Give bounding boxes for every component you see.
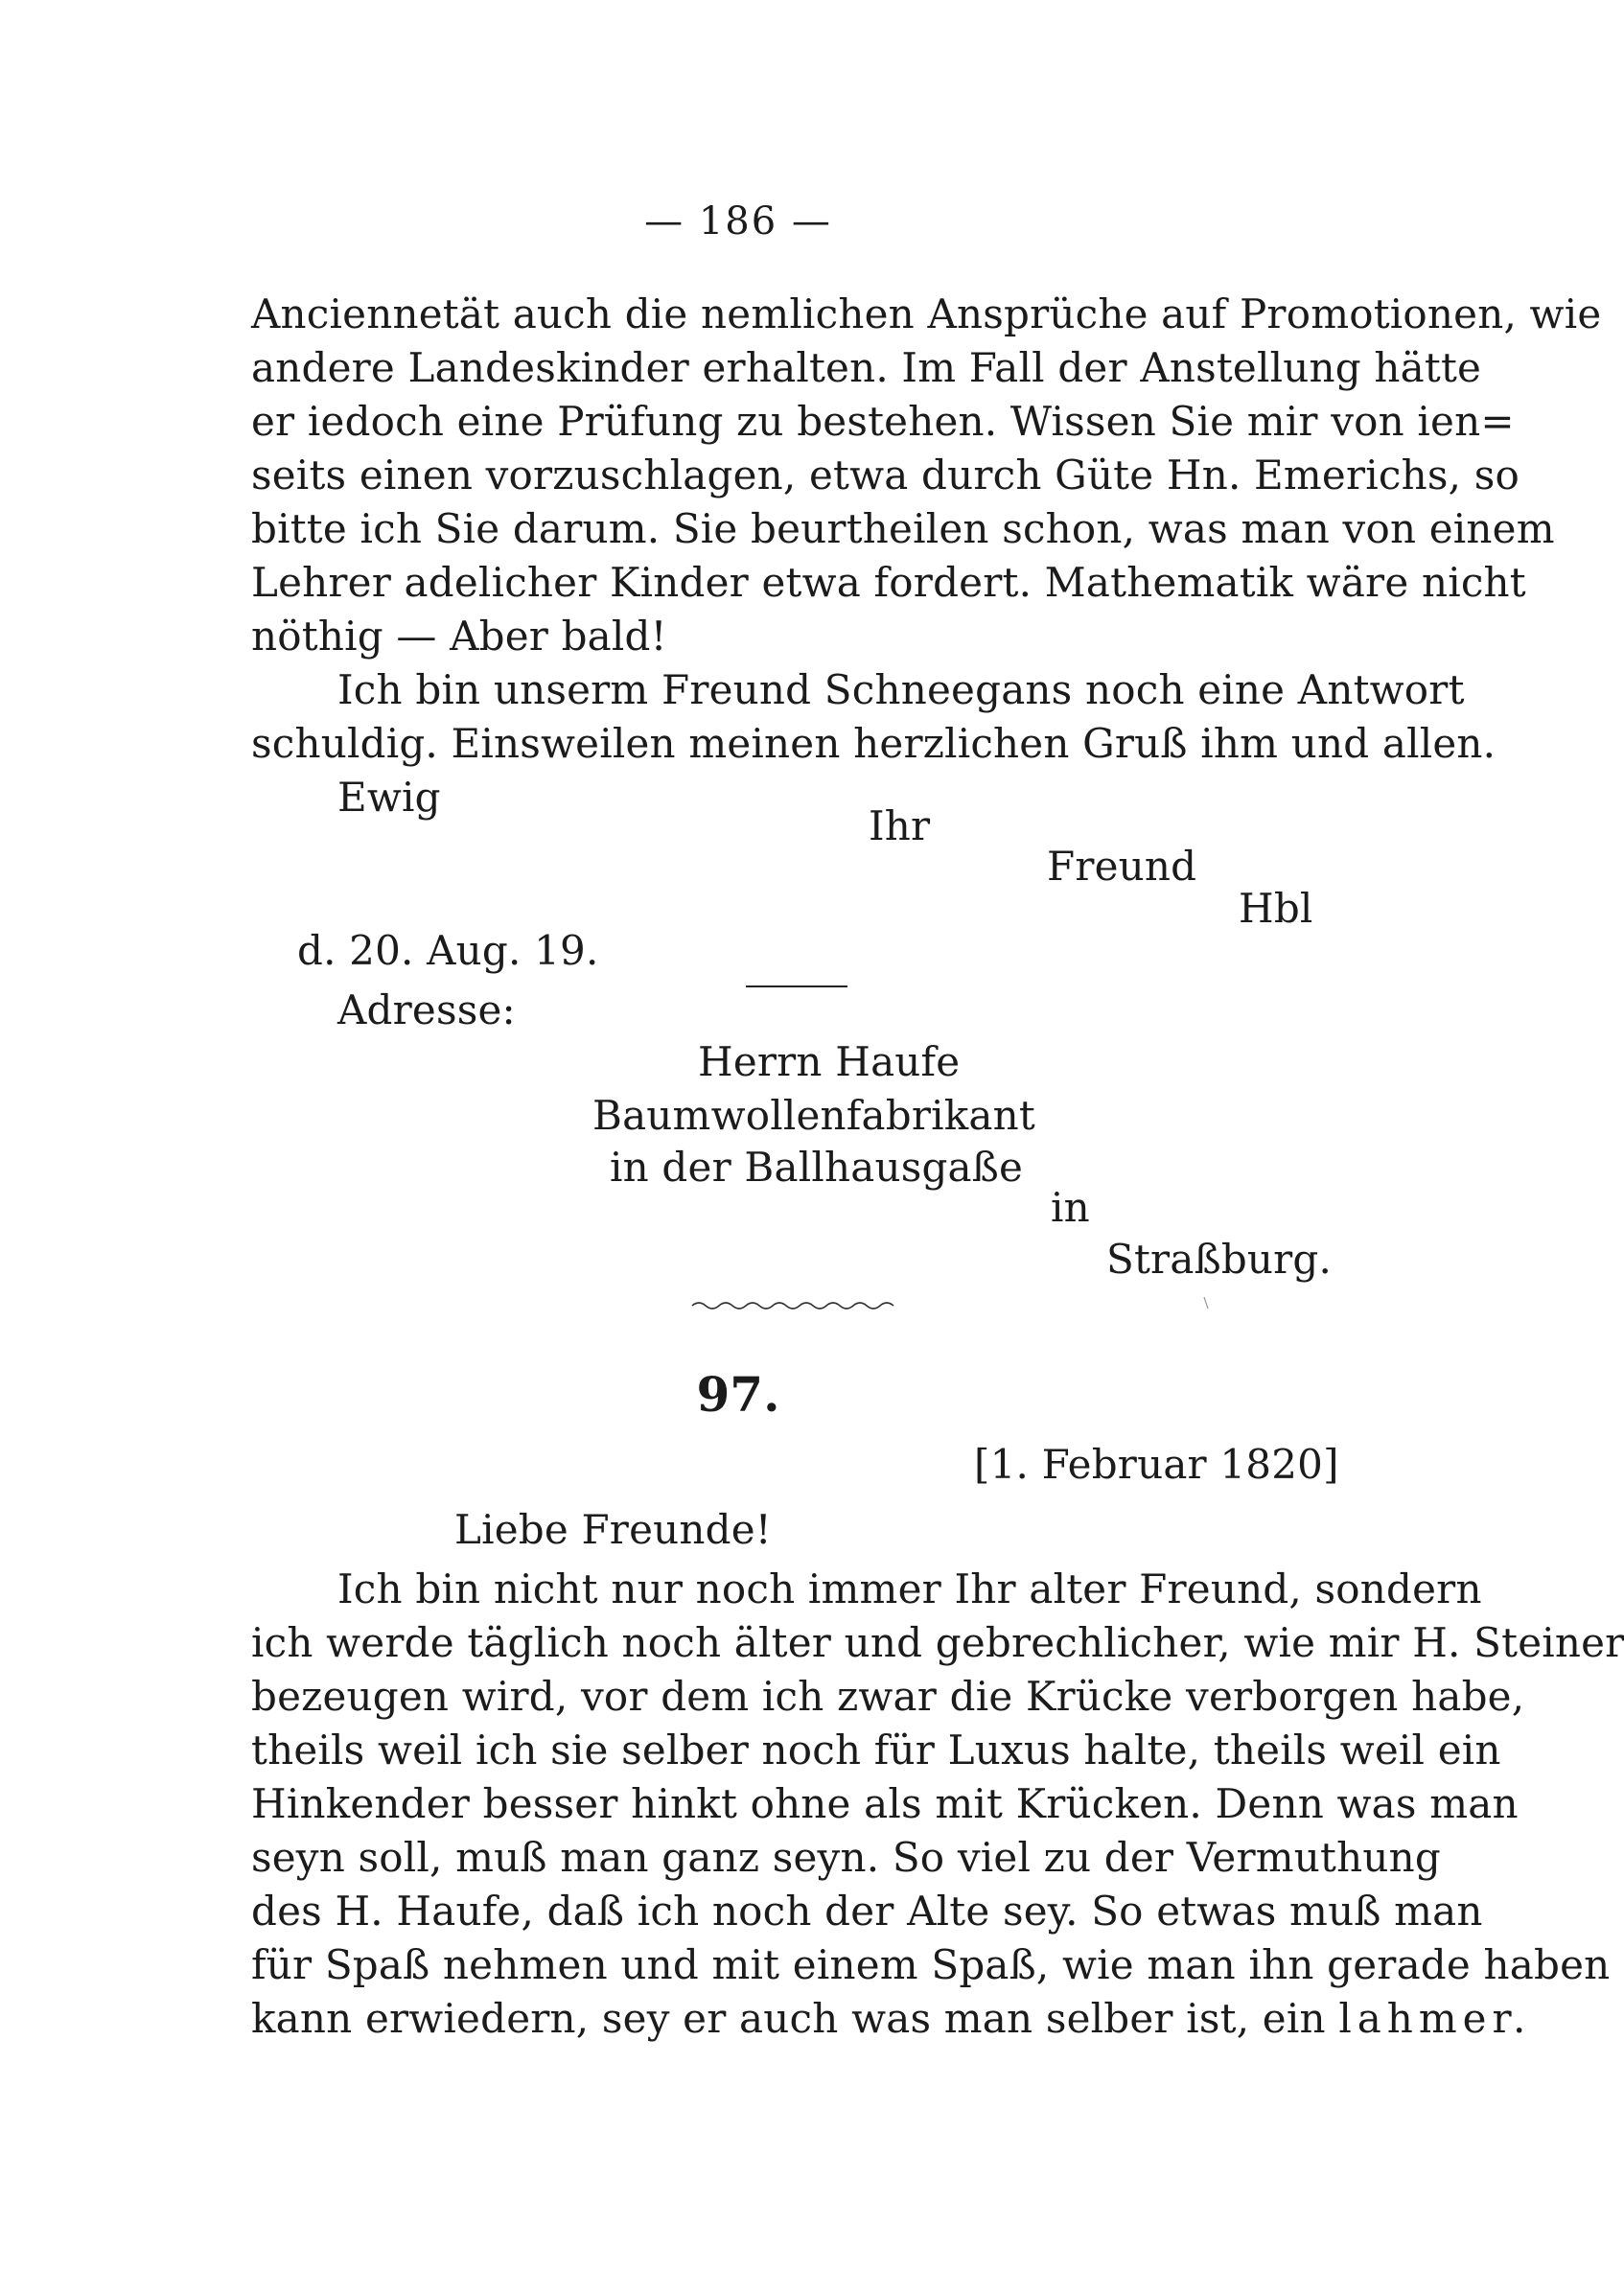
closing-ewig: Ewig — [337, 774, 441, 821]
text-line: des H. Haufe, daß ich noch der Alte sey. So etwas muß man — [251, 1888, 1483, 1935]
text-line: Ich bin unserm Freund Schneegans noch eine Antwort — [337, 666, 1465, 713]
text-line: andere Landeskinder erhalten. Im Fall der Anstellung hätte — [251, 344, 1482, 391]
text-line: bezeugen wird, vor dem ich zwar die Krücke verborgen habe, — [251, 1673, 1525, 1720]
text-line: ich werde täglich noch älter und gebrechlicher, wie mir H. Steiner — [251, 1619, 1624, 1666]
address-name: Herrn Haufe — [698, 1038, 961, 1085]
address-line: in — [1051, 1184, 1090, 1231]
letter-date: d. 20. Aug. 19. — [297, 927, 599, 974]
address-label: Adresse: — [337, 986, 516, 1033]
stray-mark — [1203, 1296, 1209, 1310]
separator-rule — [746, 985, 847, 987]
letter-date-bracket: [1. Februar 1820] — [974, 1441, 1339, 1488]
last-line-text: kann erwiedern, sey er auch was man selber ist, ein — [251, 1995, 1326, 2042]
text-line: seyn soll, muß man ganz seyn. So viel zu der Vermuthung — [251, 1834, 1441, 1881]
text-line: bitte ich Sie darum. Sie beurtheilen schon, was man von einem — [251, 505, 1555, 552]
text-line: schuldig. Einsweilen meinen herzlichen Gruß ihm und allen. — [251, 720, 1496, 767]
address-city: Straßburg. — [1106, 1236, 1333, 1283]
text-line: theils weil ich sie selber noch für Luxus halte, theils weil ein — [251, 1727, 1501, 1774]
text-line: nöthig — Aber bald! — [251, 613, 667, 660]
closing-ihr: Ihr — [869, 802, 931, 849]
address-line: in der Ballhausgaße — [610, 1144, 1024, 1191]
address-line: Baumwollenfabrikant — [592, 1092, 1035, 1139]
text-line: seits einen vorzuschlagen, etwa durch Güte Hn. Emerichs, so — [251, 452, 1520, 498]
text-line: Ich bin nicht nur noch immer Ihr alter Freund, sondern — [337, 1565, 1482, 1612]
spaced-word: lahmer. — [1338, 1995, 1532, 2042]
text-line-last — [251, 1994, 1532, 2044]
wavy-divider — [690, 1296, 901, 1315]
closing-freund: Freund — [1047, 843, 1197, 890]
text-line: Hinkender besser hinkt ohne als mit Krücken. Denn was man — [251, 1780, 1519, 1827]
salutation: Liebe Freunde! — [454, 1506, 772, 1553]
text-line: Anciennetät auch die nemlichen Ansprüche auf Promotionen, wie — [251, 290, 1602, 337]
page-number: — 186 — — [644, 199, 832, 243]
signature: Hbl — [1239, 885, 1313, 932]
text-line: für Spaß nehmen und mit einem Spaß, wie man ihn gerade haben — [251, 1941, 1611, 1988]
text-line: Lehrer adelicher Kinder etwa fordert. Mathematik wäre nicht — [251, 559, 1526, 606]
text-line: er iedoch eine Prüfung zu bestehen. Wissen Sie mir von ien= — [251, 398, 1515, 445]
letter-number: 97. — [696, 1366, 780, 1423]
